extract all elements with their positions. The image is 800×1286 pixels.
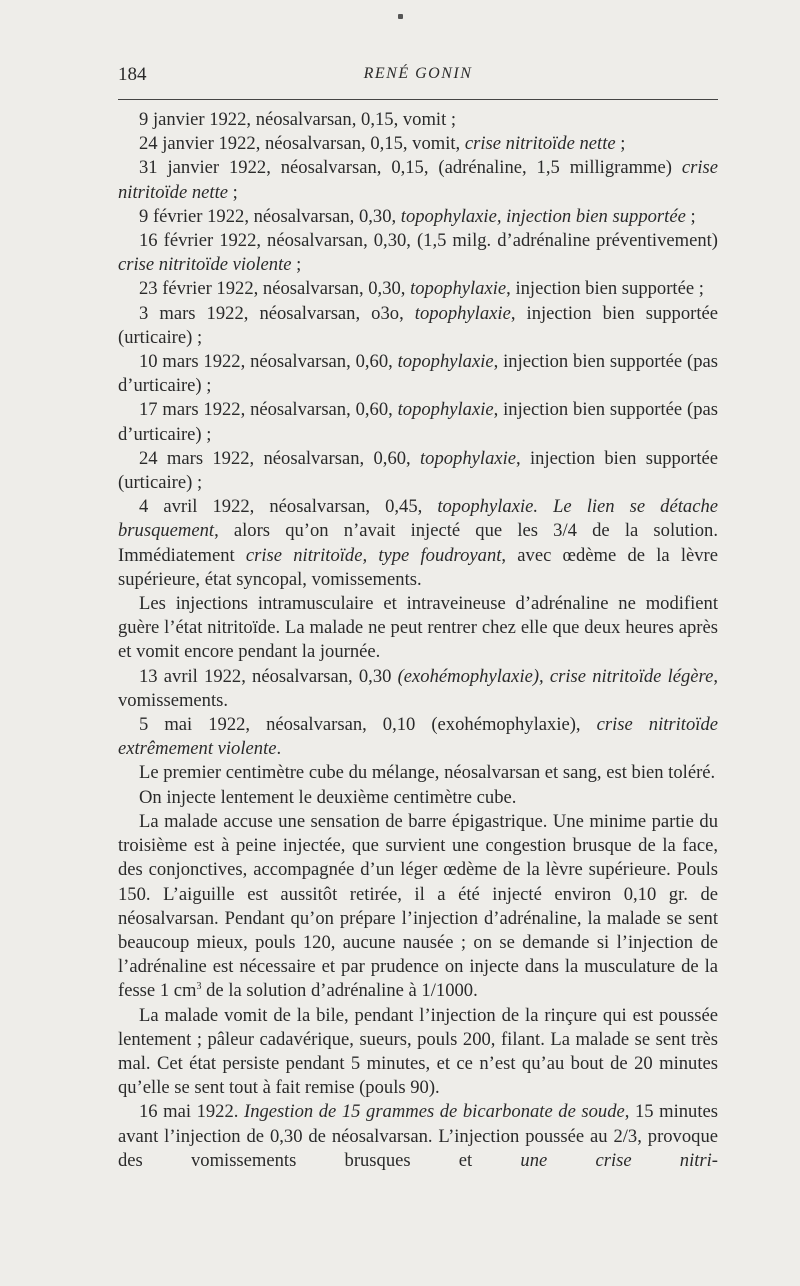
paragraph	[118, 592, 718, 665]
text-run: , 15 minutes avant l’injection de 0,30 de néosalvarsan. L’injection poussée au 2/3, provoque des vomissements brusques et	[118, 1101, 719, 1171]
text-run: 3 mars 1922, néosalvarsan, o3o,	[139, 302, 415, 324]
paragraph	[118, 810, 718, 1004]
paragraph	[118, 302, 718, 350]
text-run: ;	[685, 205, 696, 227]
text-run: , injection bien supportée (urticaire) ;	[118, 302, 719, 348]
text-run: On injecte lentement le deuxième centimètre cube.	[139, 786, 517, 808]
text-run: 5 mai 1922, néosalvarsan, 0,10 (exohémophylaxie),	[139, 714, 597, 736]
italic-run: (exohémophylaxie), crise nitritoïde légère	[397, 665, 714, 687]
italic-run: une crise nitri-	[520, 1149, 719, 1171]
paragraph	[118, 761, 718, 785]
text-run: ;	[228, 181, 238, 203]
italic-run: topophylaxie	[414, 302, 511, 324]
text-run: , injection bien supportée ;	[506, 278, 704, 300]
text-run: 16 mai 1922.	[139, 1101, 244, 1123]
text-run: , vomissements.	[118, 665, 719, 711]
paragraph	[118, 205, 718, 229]
text-run: , injection bien supportée (pas d’urticaire) ;	[118, 351, 718, 397]
text-run: , injection bien supportée (pas d’urticaire) ;	[118, 399, 718, 445]
text-run: de la solution d’adrénaline à 1/1000.	[201, 980, 478, 1002]
text-run: 3	[196, 981, 202, 993]
text-run: 16 février 1922, néosalvarsan, 0,30, (1,5 milg. d’adrénaline préventivement)	[139, 230, 718, 252]
paragraph	[118, 665, 718, 713]
text-run: 31 janvier 1922, néosalvarsan, 0,15, (adrénaline, 1,5 milligramme)	[139, 157, 682, 179]
italic-run: topophylaxie, injection bien supportée	[400, 205, 686, 227]
paragraph	[118, 277, 718, 301]
italic-run: topophylaxie	[410, 278, 507, 300]
text-run: , injection bien supportée (urticaire) ;	[118, 447, 718, 494]
paragraph	[118, 447, 718, 495]
running-title: RENÉ GONIN	[363, 65, 473, 82]
header-rule	[118, 99, 718, 100]
italic-run: crise nitritoïde nette	[464, 133, 616, 155]
text-run: Les injections intramusculaire et intraveineuse d’adrénaline ne modifient guère l’état nitritoïde. La malade ne peut rentrer chez elle que deux heures après et vomit encore pendant la journée.	[118, 593, 718, 663]
text-run: La malade vomit de la bile, pendant l’injection de la rinçure qui est poussée lentement ; pâleur cadavérique, sueurs, pouls 200, filant. La malade se sent très mal. Cet état persiste pendant 5 minutes, et ce n’est qu’au bout de 20 minutes qu’elle se sent tout à fait remise (pouls 90).	[118, 1004, 718, 1099]
text-run: Le premier centimètre cube du mélange, néosalvarsan et sang, est bien toléré.	[139, 762, 716, 784]
paragraph	[118, 1100, 718, 1173]
text-run: 9 janvier 1922, néosalvarsan, 0,15, vomit ;	[139, 109, 457, 130]
italic-run: crise nitritoïde, type foudroyant	[245, 544, 502, 566]
italic-run: topophylaxie	[397, 351, 494, 373]
body-text	[118, 108, 718, 1173]
text-run: 24 janvier 1922, néosalvarsan, 0,15, vomit,	[139, 133, 465, 155]
text-run: 9 février 1922, néosalvarsan, 0,30,	[139, 205, 401, 227]
italic-run: crise nitritoïde extrêmement violente	[118, 714, 718, 760]
italic-run: crise nitritoïde nette	[118, 157, 718, 203]
text-run: 23 février 1922, néosalvarsan, 0,30,	[139, 278, 411, 300]
paragraph	[118, 1004, 718, 1101]
text-run: , avec œdème de la lèvre supérieure, état syncopal, vomissements.	[118, 544, 718, 590]
text-run: 4 avril 1922, néosalvarsan, 0,45,	[139, 496, 438, 518]
paragraph	[118, 229, 718, 277]
paragraph	[118, 132, 718, 156]
text-run: 10 mars 1922, néosalvarsan, 0,60,	[139, 351, 398, 373]
text-run: , alors qu’on n’avait injecté que les 3/4 de la solution. Immédiatement	[118, 520, 718, 566]
text-run: .	[276, 738, 282, 760]
text-run: 24 mars 1922, néosalvarsan, 0,60,	[139, 447, 420, 469]
text-run: ;	[291, 254, 302, 276]
italic-run: topophylaxie	[420, 447, 517, 469]
paragraph	[118, 398, 718, 446]
paragraph	[118, 156, 718, 204]
text-run: ;	[615, 133, 626, 155]
running-header	[118, 64, 718, 94]
paragraph	[118, 786, 718, 810]
print-mark	[398, 14, 403, 19]
italic-run: topophylaxie	[397, 399, 494, 421]
paragraph	[118, 713, 718, 761]
italic-run: topophylaxie. Le lien se détache brusquement	[118, 496, 718, 542]
paragraph	[118, 108, 718, 132]
text-run: 17 mars 1922, néosalvarsan, 0,60,	[139, 399, 398, 421]
paragraph	[118, 350, 718, 398]
italic-run: crise nitritoïde violente	[118, 254, 292, 276]
text-run: La malade accuse une sensation de barre épigastrique. Une minime partie du troisième est à peine injectée, que survient une congestion brusque de la face, des conjonctives, accompagnée d’un léger œdème de la lèvre supérieure. Pouls 150. L’aiguille est aussitôt retirée, il a été injecté environ 0,10 gr. de néosalvarsan. Pendant qu’on prépare l’injection d’adrénaline, la malade se sent beaucoup mieux, pouls 120, aucune nausée ; on se demande si l’injection de l’adrénaline est nécessaire et par prudence on injecte dans la musculature de la fesse 1 cm	[118, 810, 718, 1002]
page-number: 184	[118, 64, 147, 85]
italic-run: Ingestion de 15 grammes de bicarbonate de soude	[244, 1101, 625, 1123]
text-run: 13 avril 1922, néosalvarsan, 0,30	[139, 665, 398, 687]
paragraph	[118, 495, 718, 592]
